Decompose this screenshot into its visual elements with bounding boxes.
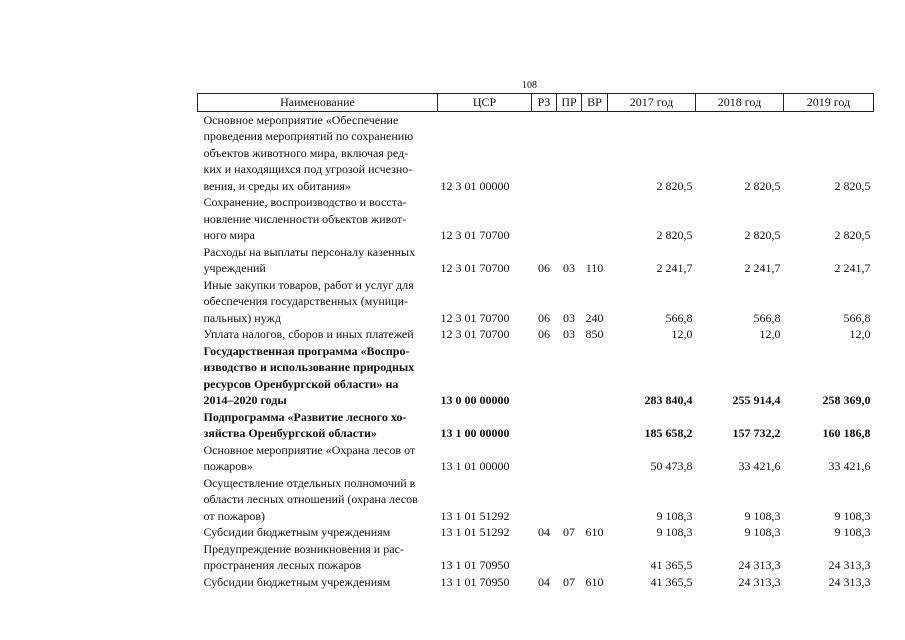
cell-csr: 13 1 01 51292	[440, 508, 510, 523]
cell-y2018: 2 820,5	[744, 228, 781, 242]
cell-vr	[582, 111, 608, 194]
cell-pr	[557, 442, 582, 475]
cell-rz	[532, 442, 557, 475]
cell-y2017: 185 658,2	[644, 426, 693, 440]
cell-y2018: 566,8	[753, 310, 781, 325]
cell-y2018: 12,0	[759, 327, 781, 341]
cell-csr: 13 1 01 70950	[440, 558, 510, 572]
cell-vr	[582, 541, 608, 574]
cell-vr: 610	[585, 525, 604, 539]
cell-csr: 13 0 00 00000	[440, 393, 510, 407]
table-row	[198, 574, 874, 591]
cell-csr: 13 1 01 51292	[440, 525, 510, 539]
cell-y2019: 160 186,8	[822, 426, 871, 440]
cell-vr	[582, 343, 608, 409]
header-rz: РЗ	[532, 94, 557, 112]
cell-vr	[582, 409, 608, 442]
cell-vr	[582, 475, 608, 525]
cell-y2017: 2 820,5	[656, 178, 693, 193]
cell-name: Предупреждение возникновения и рас- пространения лесных пожаров	[203, 541, 404, 572]
cell-vr: 610	[585, 574, 604, 589]
cell-y2018: 24 313,3	[738, 574, 781, 589]
header-2019: 2019 год	[784, 94, 874, 112]
cell-y2017: 2 241,7	[656, 261, 693, 275]
cell-y2018: 33 421,6	[738, 459, 781, 473]
cell-name: Сохранение, воспроизводство и восста- новление численности объектов живот- ного мира	[203, 195, 407, 242]
cell-name: Основное мероприятие «Охрана лесов от пожаров»	[203, 442, 416, 473]
cell-y2017: 9 108,3	[656, 525, 693, 539]
cell-y2019: 2 820,5	[834, 228, 871, 242]
table-row	[198, 244, 874, 277]
cell-name: Государственная программа «Воспро- изводство и использование природных ресурсов Оренбургской области» на 2014–2020 годы	[203, 343, 415, 407]
cell-rz	[532, 194, 557, 244]
cell-rz	[532, 475, 557, 525]
cell-rz: 06	[538, 327, 550, 341]
cell-vr: 850	[585, 327, 604, 341]
cell-y2018: 157 732,2	[732, 426, 781, 440]
cell-y2017: 12,0	[671, 327, 693, 341]
table-row	[198, 442, 874, 475]
cell-pr: 07	[563, 574, 575, 589]
cell-y2019: 24 313,3	[828, 558, 871, 572]
cell-csr: 12 3 01 70700	[440, 228, 510, 242]
table-row	[198, 326, 874, 343]
header-csr: ЦСР	[438, 94, 532, 112]
cell-pr	[557, 111, 582, 194]
cell-pr: 03	[563, 327, 575, 341]
header-name: Наименование	[198, 94, 438, 112]
cell-vr	[582, 442, 608, 475]
cell-y2017: 9 108,3	[656, 508, 693, 523]
header-pr: ПР	[557, 94, 582, 112]
cell-pr: 07	[563, 525, 575, 539]
cell-csr: 13 1 01 00000	[440, 459, 510, 473]
cell-y2019: 2 820,5	[834, 178, 871, 193]
header-row	[198, 94, 874, 112]
table-row	[198, 475, 874, 525]
cell-vr: 240	[585, 310, 604, 325]
cell-csr: 12 3 01 70700	[440, 310, 510, 325]
cell-pr	[557, 409, 582, 442]
cell-y2017: 283 840,4	[644, 393, 693, 407]
cell-name: Уплата налогов, сборов и иных платежей	[203, 327, 414, 341]
cell-y2017: 566,8	[665, 310, 693, 325]
table-row	[198, 194, 874, 244]
cell-rz	[532, 409, 557, 442]
cell-y2018: 9 108,3	[744, 525, 781, 539]
table-row	[198, 277, 874, 327]
cell-rz: 06	[538, 310, 550, 325]
table-body	[198, 111, 874, 590]
cell-vr	[582, 194, 608, 244]
header-2017: 2017 год	[608, 94, 696, 112]
table-row	[198, 541, 874, 574]
cell-rz: 04	[538, 525, 550, 539]
cell-y2018: 9 108,3	[744, 508, 781, 523]
cell-rz	[532, 111, 557, 194]
cell-pr	[557, 194, 582, 244]
cell-y2017: 41 365,5	[650, 574, 693, 589]
table-row	[198, 343, 874, 409]
cell-y2019: 9 108,3	[834, 525, 871, 539]
header-2018: 2018 год	[696, 94, 784, 112]
table-row	[198, 409, 874, 442]
budget-table	[197, 93, 874, 590]
table-row	[198, 524, 874, 541]
cell-y2019: 566,8	[843, 310, 871, 325]
cell-rz	[532, 541, 557, 574]
cell-pr: 03	[563, 310, 575, 325]
table-row	[198, 111, 874, 194]
cell-y2019: 24 313,3	[828, 574, 871, 589]
cell-pr: 03	[563, 261, 575, 275]
cell-name: Субсидии бюджетным учреждениям	[203, 574, 391, 589]
cell-csr: 13 1 01 70950	[440, 574, 510, 589]
cell-csr: 12 3 01 70700	[440, 327, 510, 341]
cell-y2019: 9 108,3	[834, 508, 871, 523]
cell-y2017: 41 365,5	[650, 558, 693, 572]
cell-name: Основное мероприятие «Обеспечение проведения мероприятий по сохранению объектов животного мира, включая ред- ких и находящихся под угрозой исчезно- вения, и среды их обитания»	[203, 112, 414, 193]
header-vr: ВР	[582, 94, 608, 112]
cell-csr: 12 3 01 70700	[440, 261, 510, 275]
cell-y2017: 50 473,8	[650, 459, 693, 473]
cell-pr	[557, 541, 582, 574]
cell-y2019: 12,0	[849, 327, 871, 341]
cell-y2018: 255 914,4	[732, 393, 781, 407]
cell-y2019: 33 421,6	[828, 459, 871, 473]
cell-pr	[557, 475, 582, 525]
cell-name: Субсидии бюджетным учреждениям	[203, 525, 391, 539]
cell-y2017: 2 820,5	[656, 228, 693, 242]
cell-name: Осуществление отдельных полномочий в области лесных отношений (охрана лесов от пожаров)	[203, 475, 418, 523]
cell-name: Иные закупки товаров, работ и услуг для обеспечения государственных (муници- пальных) нужд	[203, 277, 414, 325]
cell-y2019: 258 369,0	[822, 393, 871, 407]
cell-rz	[532, 343, 557, 409]
cell-csr: 12 3 01 00000	[440, 178, 510, 193]
cell-name: Подпрограмма «Развитие лесного хо- зяйства Оренбургской области»	[203, 409, 407, 440]
cell-vr: 110	[585, 261, 604, 275]
cell-pr	[557, 343, 582, 409]
cell-y2018: 2 241,7	[744, 261, 781, 275]
cell-y2019: 2 241,7	[834, 261, 871, 275]
page-number: 108	[522, 80, 537, 91]
cell-y2018: 24 313,3	[738, 558, 781, 572]
cell-rz: 04	[538, 574, 550, 589]
table-header	[198, 94, 874, 112]
cell-rz: 06	[538, 261, 550, 275]
cell-csr: 13 1 00 00000	[440, 426, 510, 440]
cell-y2018: 2 820,5	[744, 178, 781, 193]
cell-name: Расходы на выплаты персоналу казенных учреждений	[203, 244, 416, 275]
